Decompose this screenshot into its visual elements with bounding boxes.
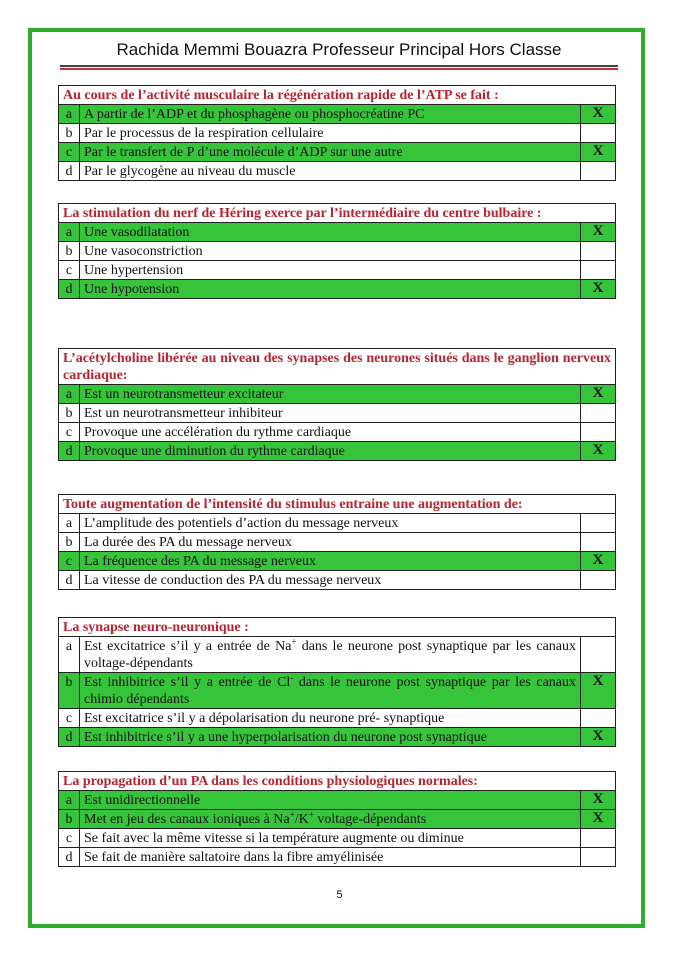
option-letter: d — [59, 442, 80, 461]
answer-mark[interactable] — [581, 242, 616, 261]
answer-mark[interactable]: X — [581, 223, 616, 242]
option-row-d[interactable] — [59, 162, 616, 181]
option-row-d[interactable] — [59, 280, 616, 299]
answer-mark[interactable] — [581, 162, 616, 181]
option-letter: d — [59, 728, 80, 747]
ion-charge: - — [290, 672, 294, 683]
option-row-c[interactable] — [59, 143, 616, 162]
option-row-c[interactable] — [59, 261, 616, 280]
option-letter: a — [59, 791, 80, 810]
answer-mark[interactable]: X — [581, 673, 616, 709]
answer-mark[interactable] — [581, 637, 616, 673]
option-row-c[interactable] — [59, 552, 616, 571]
option-text: A partir de l’ADP et du phosphagène ou phosphocréatine PC — [80, 105, 581, 124]
option-row-d[interactable] — [59, 571, 616, 590]
option-text: Est inhibitrice s’il y a une hyperpolarisation du neurone post synaptique — [80, 728, 581, 747]
option-row-a[interactable] — [59, 637, 616, 673]
option-text: Est excitatrice s’il y a dépolarisation du neurone pré- synaptique — [80, 709, 581, 728]
option-row-d[interactable] — [59, 728, 616, 747]
page-number: 5 — [336, 889, 343, 901]
option-letter: b — [59, 673, 80, 709]
option-letter: a — [59, 105, 80, 124]
question-title: L’acétylcholine libérée au niveau des synapses des neurones situés dans le ganglion nerveux cardiaque: — [59, 349, 616, 385]
option-row-b[interactable] — [59, 404, 616, 423]
option-row-c[interactable] — [59, 709, 616, 728]
option-text — [80, 637, 581, 673]
answer-mark[interactable]: X — [581, 442, 616, 461]
option-letter: b — [59, 404, 80, 423]
option-text: Est unidirectionnelle — [80, 791, 581, 810]
option-letter: b — [59, 533, 80, 552]
ion-charge: + — [308, 809, 314, 820]
option-text: Une hypotension — [80, 280, 581, 299]
answer-mark[interactable] — [581, 571, 616, 590]
header-rule-accent — [60, 68, 618, 70]
ion-charge: + — [291, 636, 297, 647]
answer-mark[interactable]: X — [581, 385, 616, 404]
option-row-a[interactable] — [59, 223, 616, 242]
answer-mark[interactable] — [581, 829, 616, 848]
answer-mark[interactable] — [581, 533, 616, 552]
answer-mark[interactable] — [581, 124, 616, 143]
question-title: La stimulation du nerf de Héring exerce par l’intermédiaire du centre bulbaire : — [59, 204, 616, 223]
question-block-3 — [58, 348, 616, 461]
option-letter: c — [59, 552, 80, 571]
answer-mark[interactable]: X — [581, 728, 616, 747]
question-title: La propagation d’un PA dans les conditions physiologiques normales: — [59, 772, 616, 791]
option-letter: d — [59, 280, 80, 299]
answer-mark[interactable] — [581, 261, 616, 280]
answer-mark[interactable]: X — [581, 810, 616, 829]
option-row-b[interactable] — [59, 533, 616, 552]
option-letter: d — [59, 848, 80, 867]
option-row-c[interactable] — [59, 423, 616, 442]
question-block-6 — [58, 771, 616, 867]
answer-mark[interactable] — [581, 514, 616, 533]
question-block-1 — [58, 85, 616, 181]
option-text: La vitesse de conduction des PA du message nerveux — [80, 571, 581, 590]
answer-mark[interactable]: X — [581, 791, 616, 810]
option-text: Se fait avec la même vitesse si la température augmente ou diminue — [80, 829, 581, 848]
option-letter: a — [59, 514, 80, 533]
option-text-part: Met en jeu des canaux ioniques à Na — [84, 812, 290, 827]
option-row-b[interactable] — [59, 242, 616, 261]
option-row-a[interactable] — [59, 105, 616, 124]
option-letter: a — [59, 223, 80, 242]
option-row-d[interactable] — [59, 848, 616, 867]
answer-mark[interactable]: X — [581, 280, 616, 299]
option-letter: c — [59, 423, 80, 442]
option-text: Provoque une accélération du rythme cardiaque — [80, 423, 581, 442]
option-letter: c — [59, 829, 80, 848]
option-text: Par le transfert de P d’une molécule d’ADP sur une autre — [80, 143, 581, 162]
option-letter: d — [59, 571, 80, 590]
option-letter: c — [59, 143, 80, 162]
option-row-a[interactable] — [59, 791, 616, 810]
option-text — [80, 673, 581, 709]
option-row-c[interactable] — [59, 829, 616, 848]
option-letter: b — [59, 242, 80, 261]
option-text: Une vasodilatation — [80, 223, 581, 242]
answer-mark[interactable]: X — [581, 143, 616, 162]
option-text: Est un neurotransmetteur excitateur — [80, 385, 581, 404]
answer-mark[interactable] — [581, 423, 616, 442]
option-letter: c — [59, 261, 80, 280]
option-text: Se fait de manière saltatoire dans la fibre amyélinisée — [80, 848, 581, 867]
option-text: Provoque une diminution du rythme cardiaque — [80, 442, 581, 461]
option-text: L’amplitude des potentiels d’action du message nerveux — [80, 514, 581, 533]
question-title: Toute augmentation de l’intensité du stimulus entraine une augmentation de: — [59, 495, 616, 514]
option-letter: b — [59, 124, 80, 143]
option-row-b[interactable] — [59, 810, 616, 829]
option-row-b[interactable] — [59, 124, 616, 143]
question-block-5 — [58, 617, 616, 747]
header-rule — [60, 65, 618, 67]
option-letter: a — [59, 637, 80, 673]
question-block-4 — [58, 494, 616, 590]
option-text: Par le processus de la respiration cellulaire — [80, 124, 581, 143]
question-block-2 — [58, 203, 616, 299]
option-text-part: dans le neurone post synaptique par les canaux voltage-dépendants — [84, 639, 577, 671]
option-text-part: voltage-dépendants — [313, 812, 427, 827]
option-text: La durée des PA du message nerveux — [80, 533, 581, 552]
answer-mark[interactable]: X — [581, 105, 616, 124]
option-row-a[interactable] — [59, 514, 616, 533]
option-text: Une vasoconstriction — [80, 242, 581, 261]
option-row-a[interactable] — [59, 385, 616, 404]
option-text — [80, 810, 581, 829]
question-title: Au cours de l’activité musculaire la régénération rapide de l’ATP se fait : — [59, 86, 616, 105]
answer-mark[interactable] — [581, 709, 616, 728]
option-letter: b — [59, 810, 80, 829]
page-header-title: Rachida Memmi Bouazra Professeur Principal Hors Classe — [116, 40, 562, 59]
answer-mark[interactable] — [581, 404, 616, 423]
option-text: La fréquence des PA du message nerveux — [80, 552, 581, 571]
option-text: Une hypertension — [80, 261, 581, 280]
answer-mark[interactable]: X — [581, 552, 616, 571]
option-text-part: /K — [294, 812, 309, 827]
option-letter: d — [59, 162, 80, 181]
option-row-b[interactable] — [59, 673, 616, 709]
option-text: Est un neurotransmetteur inhibiteur — [80, 404, 581, 423]
option-text-part: Est excitatrice s’il y a entrée de Na — [84, 639, 292, 654]
option-row-d[interactable] — [59, 442, 616, 461]
option-letter: a — [59, 385, 80, 404]
option-text: Par le glycogène au niveau du muscle — [80, 162, 581, 181]
option-letter: c — [59, 709, 80, 728]
answer-mark[interactable] — [581, 848, 616, 867]
ion-charge: + — [289, 809, 295, 820]
option-text-part: dans le neurone post synaptique par les canaux chimio dépendants — [84, 675, 576, 707]
question-title: La synapse neuro-neuronique : — [59, 618, 616, 637]
option-text-part: Est inhibitrice s’il y a entrée de Cl — [84, 675, 291, 690]
